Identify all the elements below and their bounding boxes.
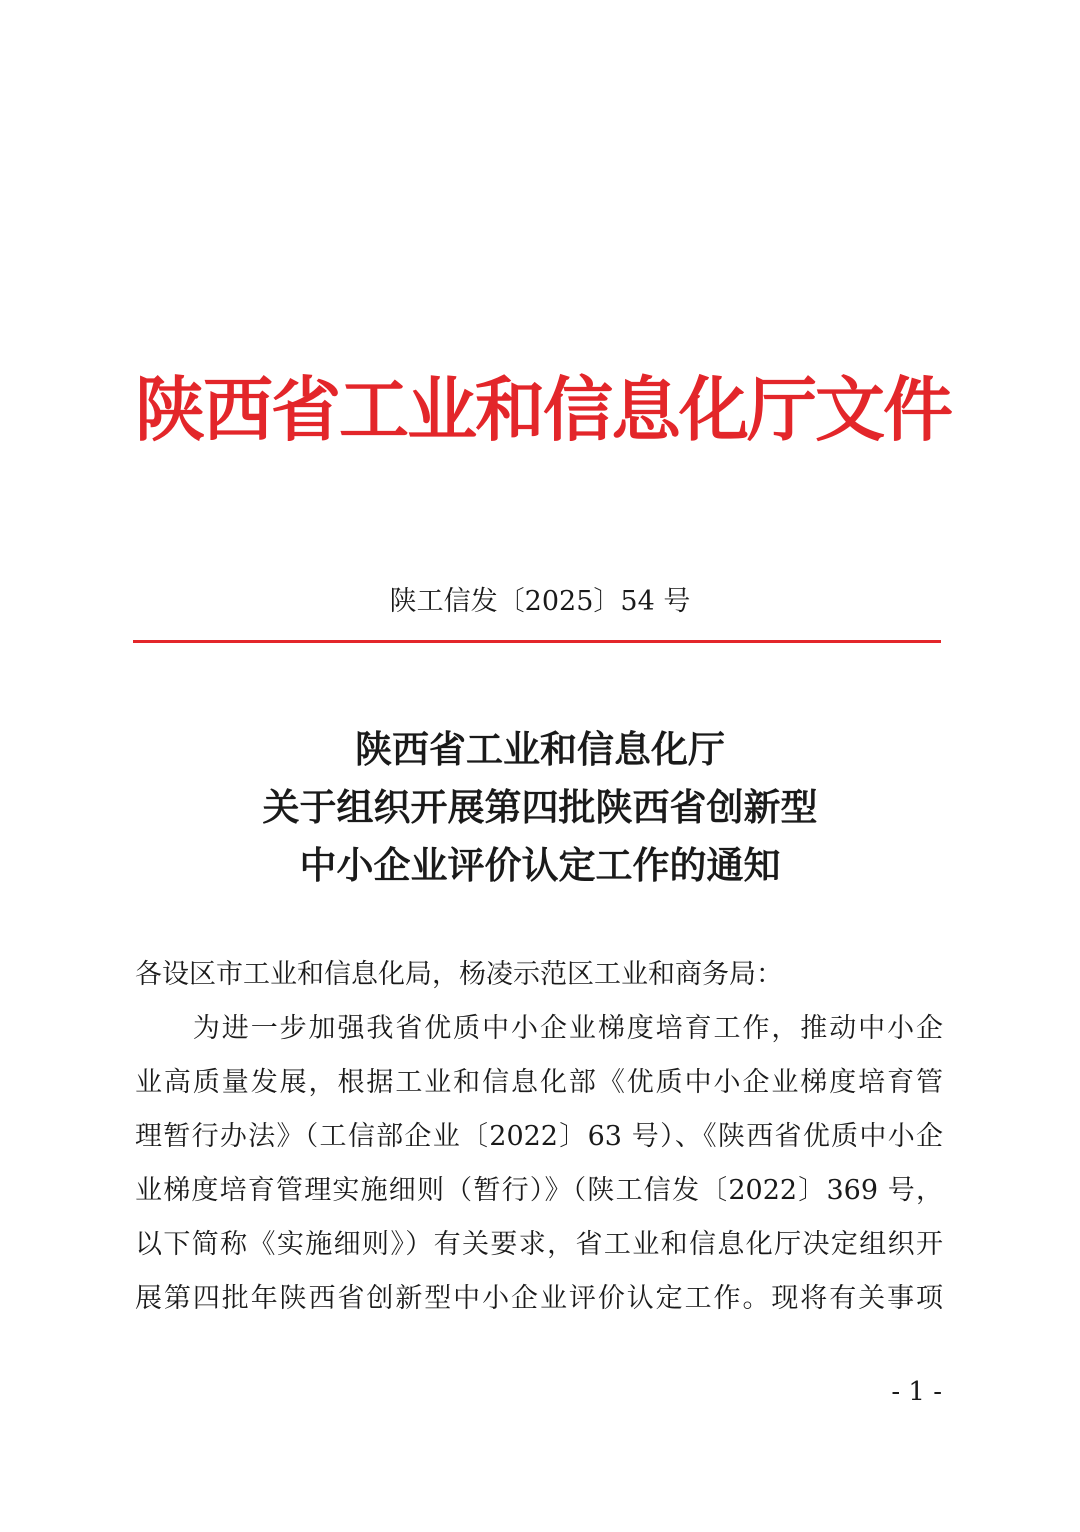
body-text bbox=[135, 948, 943, 1326]
notice-title-line-2: 关于组织开展第四批陕西省创新型 bbox=[262, 785, 818, 829]
document-number: 陕工信发〔2025〕54 号 bbox=[389, 586, 691, 617]
paragraph-line-2: 业高质量发展，根据工业和信息化部《优质中小企业梯度培育管 bbox=[135, 1067, 943, 1098]
paragraph-line-4: 业梯度培育管理实施细则（暂行）》（陕工信发〔2022〕369 号， bbox=[135, 1175, 943, 1206]
notice-title bbox=[135, 720, 945, 894]
paragraph-line-3: 理暂行办法》（工信部企业〔2022〕63 号）、《陕西省优质中小企 bbox=[135, 1121, 943, 1152]
page-number: - 1 - bbox=[891, 1377, 942, 1407]
paragraph-line-1: 为进一步加强我省优质中小企业梯度培育工作，推动中小企 bbox=[135, 1013, 943, 1044]
agency-header-title: 陕西省工业和信息化厅文件 bbox=[135, 368, 951, 451]
paragraph-line-5: 以下简称《实施细则》）有关要求，省工业和信息化厅决定组织开 bbox=[135, 1229, 943, 1260]
salutation: 各设区市工业和信息化局，杨凌示范区工业和商务局： bbox=[135, 959, 783, 990]
red-divider-line bbox=[133, 640, 941, 643]
notice-title-line-3: 中小企业评价认定工作的通知 bbox=[299, 843, 781, 887]
notice-title-line-1: 陕西省工业和信息化厅 bbox=[355, 727, 725, 771]
paragraph-line-6: 展第四批年陕西省创新型中小企业评价认定工作。现将有关事项 bbox=[135, 1283, 943, 1314]
